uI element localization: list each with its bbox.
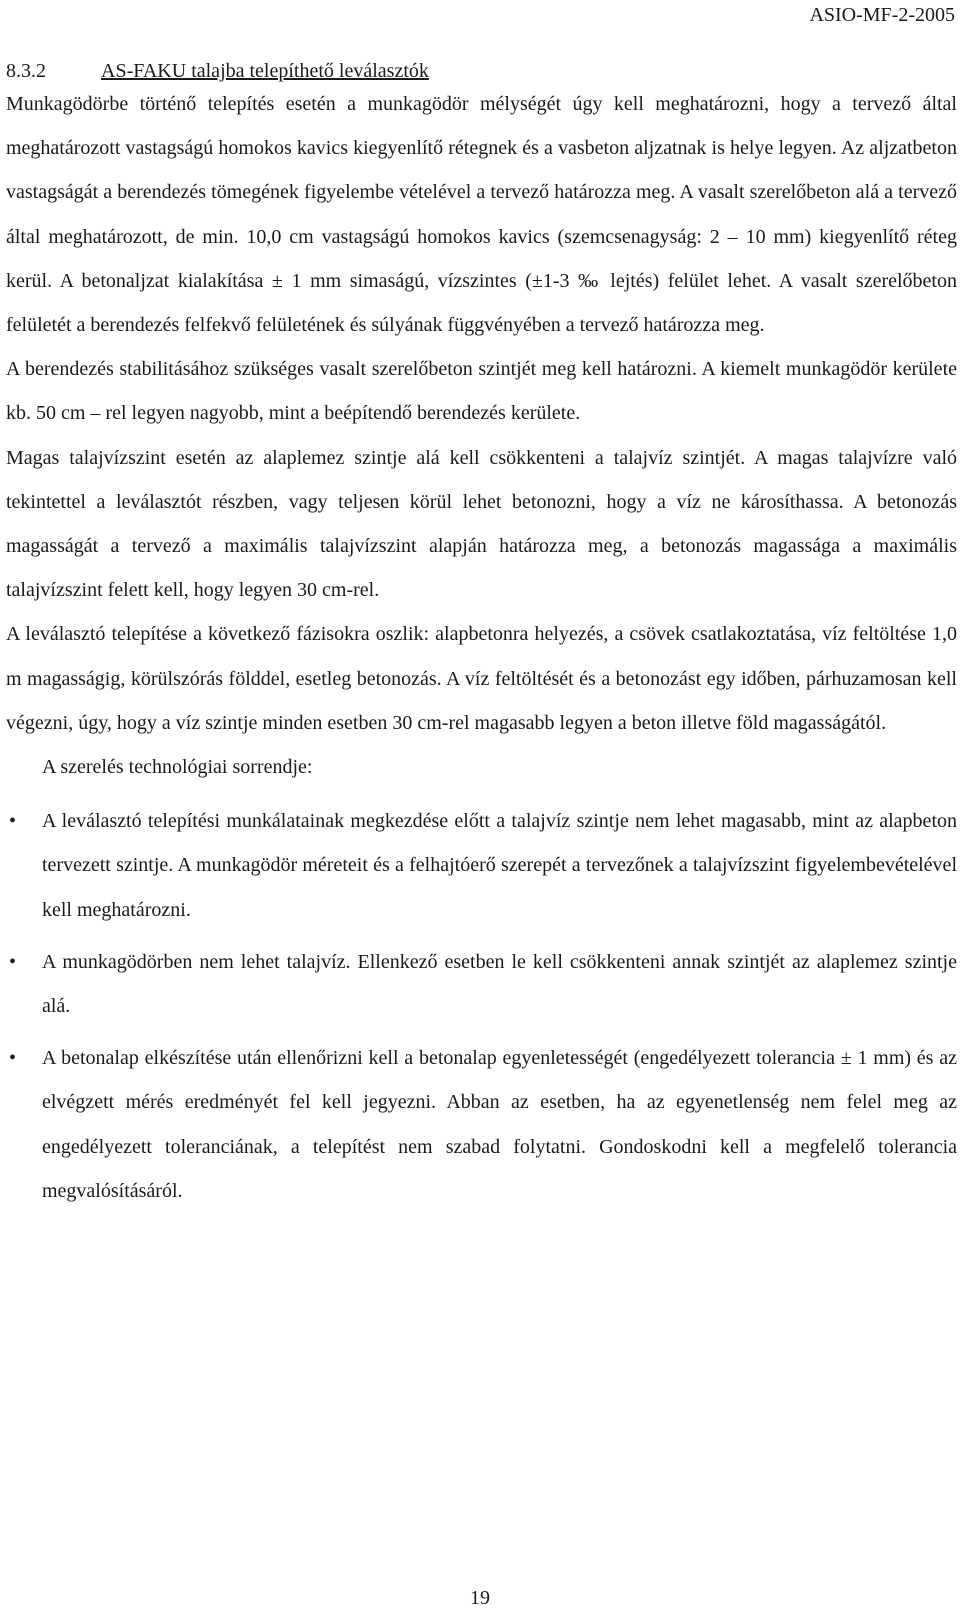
- paragraph-installation-phases: A leválasztó telepítése a következő fázisokra oszlik: alapbetonra helyezés, a csövek csatlakoztatása, víz feltöltése 1,0 m magasságig, körülszórás földdel, esetleg betonozás. A víz feltöltését és a betonozást egy időben, párhuzamosan kell végezni, úgy, hogy a víz szintje minden esetben 30 cm-rel magasabb legyen a beton illetve föld magasságától.: [6, 623, 957, 734]
- section-heading: [6, 58, 429, 84]
- section-title: AS-FAKU talajba telepíthető leválasztók: [101, 60, 429, 82]
- bullet-icon: •: [9, 950, 17, 973]
- bullet-icon: •: [9, 1047, 17, 1070]
- list-item: [6, 799, 957, 932]
- paragraph-groundwater: Magas talajvízszint esetén az alaplemez szintje alá kell csökkenteni a talajvíz szintjét. A magas talajvízre való tekintettel a leválasztót részben, vagy teljesen körül lehet betonozni, hogy a víz ne károsíthassa. A betonozás magasságát a tervező a maximális talajvízszint alapján határozza meg, a betonozás magassága a maximális talajvízszint felett kell, hogy legyen 30 cm-rel.: [6, 446, 957, 602]
- step-text: A leválasztó telepítési munkálatainak megkezdése előtt a talajvíz szintje nem lehet magasabb, mint az alapbeton tervezett szintje. A munkagödör méreteit és a felhajtóerő szerepét a tervezőnek a talajvízszint figyelembevételével kell meghatározni.: [42, 810, 957, 921]
- page-number: 19: [470, 1587, 490, 1609]
- technology-intro: A szerelés technológiai sorrendje:: [42, 756, 313, 779]
- body-text: [6, 82, 957, 1221]
- list-item: [6, 1036, 957, 1213]
- step-text: A betonalap elkészítése után ellenőrizni kell a betonalap egyenletességét (engedélyezett tolerancia ± 1 mm) és az elvégzett mérés eredményét fel kell jegyezni. Abban az esetben, ha az egyenetlenség nem felel meg az engedélyezett toleranciának, a telepítést nem szabad folytatni. Gondoskodni kell a megfelelő tolerancia megvalósításáról.: [42, 1047, 957, 1202]
- paragraph-excavation: Munkagödörbe történő telepítés esetén a munkagödör mélységét úgy kell meghatározni, hogy a tervező által meghatározott vastagságú homokos kavics kiegyenlítő rétegnek és a vasbeton aljzatnak is helye legyen. Az aljzatbeton vastagságát a berendezés tömegének figyelembe vételével a tervező határozza meg. A vasalt szerelőbeton alá a tervező által meghatározott, de min. 10,0 cm vastagságú homokos kavics (szemcsenagyság: 2 – 10 mm) kiegyenlítő réteg kerül. A betonaljzat kialakítása ± 1 mm simaságú, vízszintes (±1-3 ‰ lejtés) felület lehet. A vasalt szerelőbeton felületét a berendezés felfekvő felületének és súlyának függvényében a tervező határozza meg.: [6, 93, 957, 337]
- bullet-icon: •: [9, 810, 17, 833]
- step-text: A munkagödörben nem lehet talajvíz. Ellenkező esetben le kell csökkenteni annak szintjét az alaplemez szintje alá.: [42, 950, 957, 1018]
- document-code: ASIO-MF-2-2005: [809, 4, 955, 26]
- section-number: 8.3.2: [6, 60, 46, 82]
- list-item: [6, 940, 957, 1028]
- paragraph-stability: A berendezés stabilitásához szükséges vasalt szerelőbeton szintjét meg kell határozni. A kiemelt munkagödör kerülete kb. 50 cm – rel legyen nagyobb, mint a beépítendő berendezés kerülete.: [6, 358, 957, 425]
- installation-steps-list: [6, 799, 957, 1213]
